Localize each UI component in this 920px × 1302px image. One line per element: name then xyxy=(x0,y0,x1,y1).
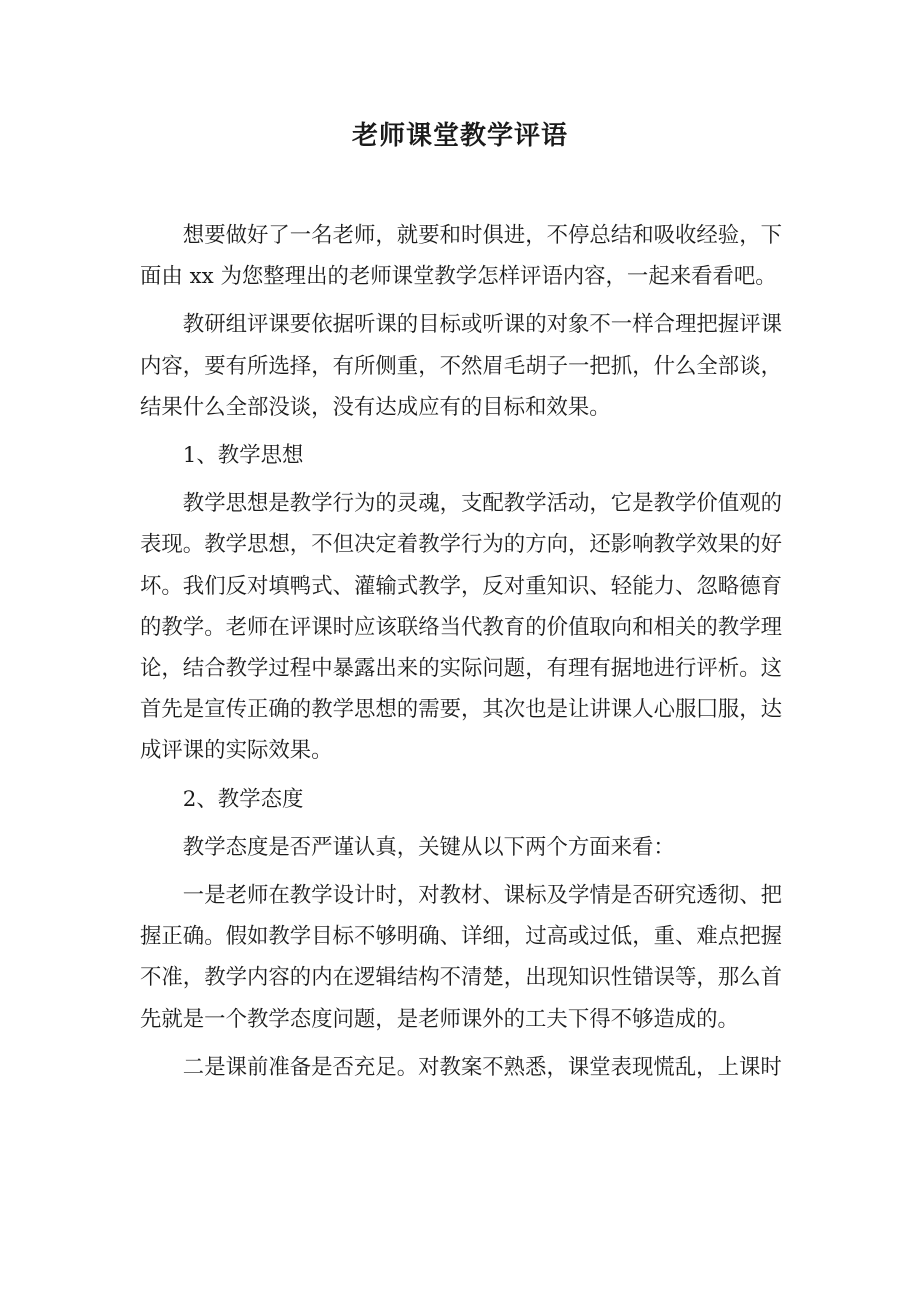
paragraph-intro: 想要做好了一名老师，就要和时俱进，不停总结和吸收经验，下面由 xx 为您整理出的老师课堂教学怎样评语内容，一起来看看吧。 xyxy=(140,223,782,290)
paragraph-evaluation-scope: 教研组评课要依据听课的目标或听课的对象不一样合理把握评课内容，要有所选择，有所侧重，不然眉毛胡子一把抓，什么全部谈，结果什么全部没谈，没有达成应有的目标和效果。 xyxy=(140,312,782,420)
section-heading-teaching-attitude: 2、教学态度 xyxy=(182,786,304,812)
paragraph-attitude-point-two: 二是课前准备是否充足。对教案不熟悉，课堂表现慌乱，上课时 xyxy=(182,1054,782,1080)
document-body xyxy=(140,215,782,1088)
section-heading-teaching-thought: 1、教学思想 xyxy=(182,443,304,469)
paragraph-attitude-point-one: 一是老师在教学设计时，对教材、课标及学情是否研究透彻、把握正确。假如教学目标不够明确、详细，过高或过低，重、难点把握不准，教学内容的内在逻辑结构不清楚，出现知识性错误等，那么首先就是一个教学态度问题，是老师课外的工夫下得不够造成的。 xyxy=(140,883,782,1032)
document-title: 老师课堂教学评语 xyxy=(351,121,568,151)
paragraph-attitude-intro: 教学态度是否严谨认真，关键从以下两个方面来看： xyxy=(182,834,675,860)
paragraph-teaching-thought: 教学思想是教学行为的灵魂，支配教学活动，它是教学价值观的表现。教学思想，不但决定着教学行为的方向，还影响教学效果的好坏。我们反对填鸭式、灌输式教学，反对重知识、轻能力、忽略德育的教学。老师在评课时应该联络当代教育的价值取向和相关的教学理论，结合教学过程中暴露出来的实际问题，有理有据地进行评析。这首先是宣传正确的教学思想的需要，其次也是让讲课人心服囗服，达成评课的实际效果。 xyxy=(140,491,782,764)
